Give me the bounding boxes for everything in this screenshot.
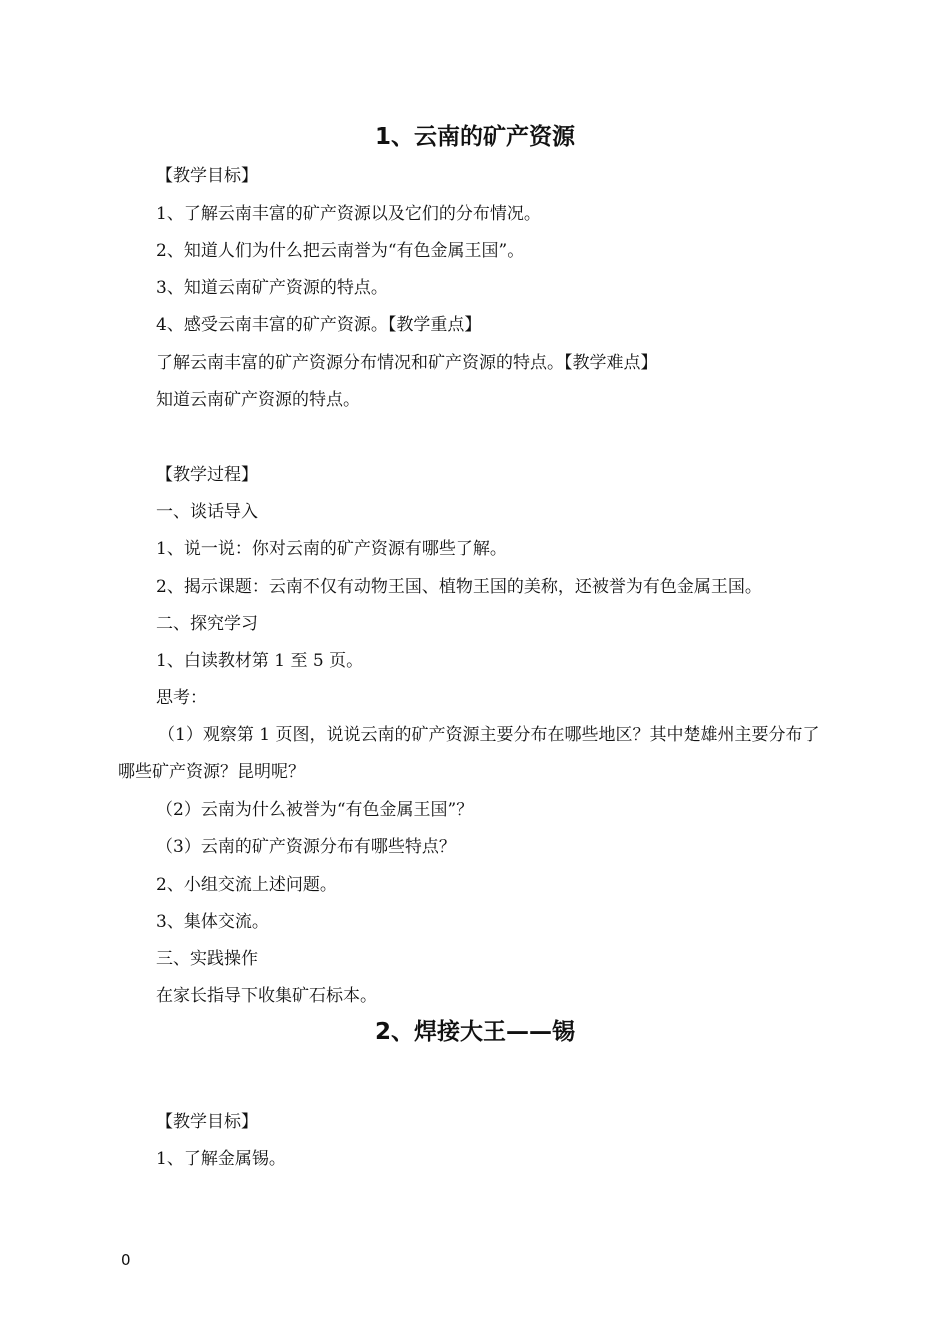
list-item: 1、说一说：你对云南的矿产资源有哪些了解。 [156,539,507,559]
goal-item: 3、知道云南矿产资源的特点。 [156,278,388,298]
question-item: （1）观察第 1 页图，说说云南的矿产资源主要分布在哪些地区？其中楚雄州主要分布了哪些矿产资源？昆明呢？ [118,725,820,782]
goal-item: 2、知道人们为什么把云南誉为“有色金属王国”。 [156,241,525,261]
process-header: 【教学过程】 [156,465,258,485]
list-item: 2、揭示课题：云南不仅有动物王国、植物王国的美称，还被誉为有色金属王国。 [156,577,762,597]
list-item: 2、小组交流上述问题。 [156,875,337,895]
question-item: （2）云南为什么被誉为“有色金属王国”？ [156,800,474,820]
list-item: 1、白读教材第 1 至 5 页。 [156,651,364,671]
difficulty-text: 知道云南矿产资源的特点。 [156,390,360,410]
part-title: 三、实践操作 [156,949,258,969]
goal-item: 4、感受云南丰富的矿产资源。【教学重点】 [156,315,482,335]
page-number: 0 [121,1251,131,1269]
section1-title: 1、云南的矿产资源 [374,124,575,150]
section2-title: 2、焊接大王——锡 [374,1019,575,1045]
list-item: 3、集体交流。 [156,912,269,932]
goals-header: 【教学目标】 [156,1112,258,1132]
key-point-text: 了解云南丰富的矿产资源分布情况和矿产资源的特点。【教学难点】 [156,353,658,373]
goal-item: 1、了解云南丰富的矿产资源以及它们的分布情况。 [156,204,541,224]
part-title: 一、谈话导入 [156,502,258,522]
goals-header: 【教学目标】 [156,166,258,186]
goal-item: 1、了解金属锡。 [156,1149,286,1169]
think-label: 思考： [156,688,207,708]
part-title: 二、探究学习 [156,614,258,634]
question-item: （3）云南的矿产资源分布有哪些特点？ [156,837,456,857]
practice-text: 在家长指导下收集矿石标本。 [156,986,377,1006]
